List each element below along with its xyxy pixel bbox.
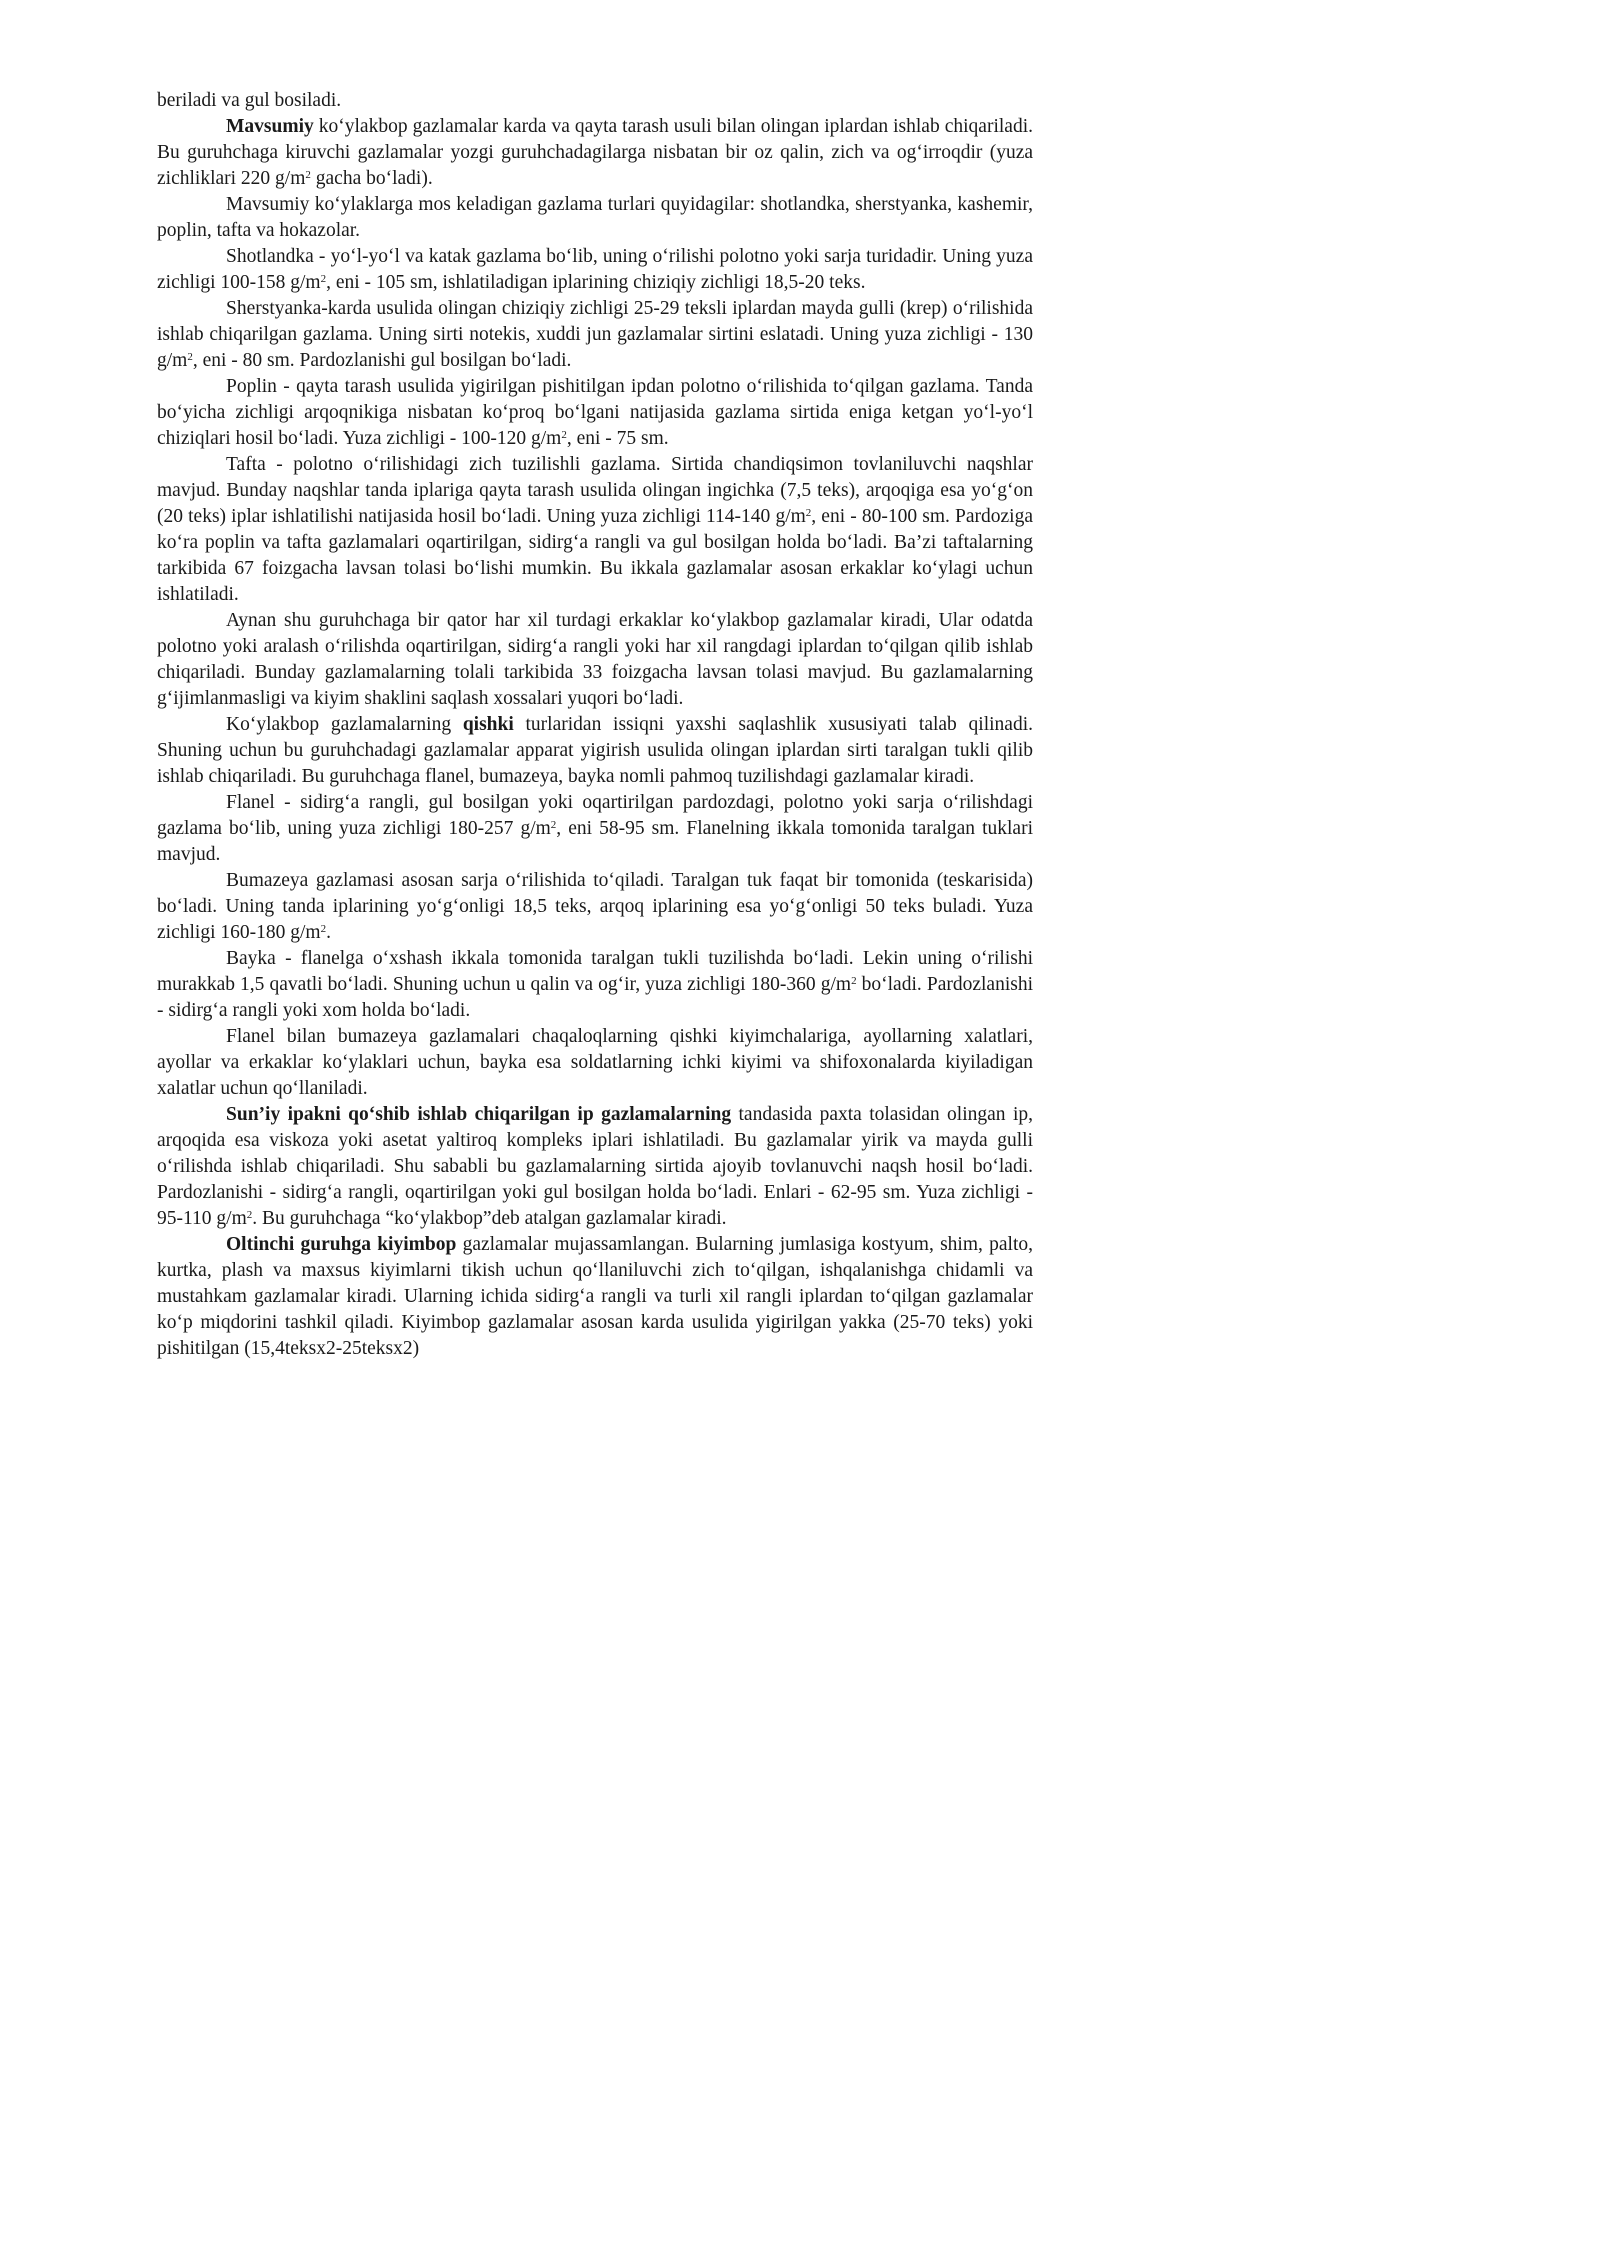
text-run: turlaridan issiqni yaxshi saqlashlik xususiyati talab qilinadi. Shuning uchun bu guruhchadagi gazlamalar apparat yigirish usulida olingan iplardan sirti taralgan tukli qilib ishlab chiqariladi. Bu guruhchaga flanel, bumazeya, bayka nomli pahmoq tuzilishdagi gazlamalar kiradi. [157, 714, 1033, 787]
bold-term: Mavsumiy [226, 116, 314, 137]
superscript-exponent: 2 [561, 428, 567, 441]
text-run: Flanel bilan bumazeya gazlamalari chaqaloqlarning qishki kiyimchalariga, ayollarning xalatlari, ayollar va erkaklar ko‘ylaklari uchun, bayka esa soldatlarning ichki kiyimi va shifoxonalarda kiyiladigan xalatlar uchun qo‘llaniladi. [157, 1026, 1033, 1099]
paragraph [157, 946, 1033, 1024]
paragraph [157, 790, 1033, 868]
text-run: Ko‘ylakbop gazlamalarning [226, 714, 463, 735]
text-run: Bayka - flanelga o‘xshash ikkala tomonida taralgan tukli tuzilishda bo‘ladi. Lekin uning o‘rilishi murakkab 1,5 qavatli bo‘ladi. Shuning uchun u qalin va og‘ir, yuza zichligi 180-360 g/m [157, 948, 1033, 995]
paragraph [157, 868, 1033, 946]
paragraph [157, 192, 1033, 244]
paragraph [157, 244, 1033, 296]
bold-term: Sun’iy ipakni qo‘shib ishlab chiqarilgan ip gazlamalarning [226, 1104, 732, 1125]
text-run: ko‘ylakbop gazlamalar karda va qayta tarash usuli bilan olingan iplardan ishlab chiqariladi. Bu guruhchaga kiruvchi gazlamalar yozgi guruhchadagilarga nisbatan bir oz qalin, zich va og‘irroqdir (yuza zichliklari 220 g/m [157, 116, 1033, 189]
text-run: , eni 58-95 sm. Flanelning ikkala tomonida taralgan tuklari mavjud. [157, 818, 1033, 865]
paragraph [157, 1102, 1033, 1232]
paragraph [157, 712, 1033, 790]
text-run: Shotlandka - yo‘l-yo‘l va katak gazlama bo‘lib, uning o‘rilishi polotno yoki sarja turidadir. Uning yuza zichligi 100-158 g/m [157, 246, 1033, 293]
paragraph [157, 114, 1033, 192]
paragraph [157, 374, 1033, 452]
superscript-exponent: 2 [187, 350, 193, 363]
bold-term: qishki [462, 714, 514, 735]
paragraph [157, 88, 1033, 114]
text-run: , eni - 105 sm, ishlatiladigan iplarining chiziqiy zichligi 18,5-20 teks. [326, 272, 866, 293]
superscript-exponent: 2 [851, 974, 857, 987]
document-page [157, 88, 1033, 1362]
text-run: , eni - 80 sm. Pardozlanishi gul bosilgan bo‘ladi. [192, 350, 572, 371]
text-run: bo‘ladi. Pardozlanishi - sidirg‘a rangli yoki xom holda bo‘ladi. [157, 974, 1033, 1021]
text-run: tandasida paxta tolasidan olingan ip, arqoqida esa viskoza yoki asetat yaltiroq kompleks iplari ishlatiladi. Bu gazlamalar yirik va mayda gulli o‘rilishda ishlab chiqariladi. Shu sababli bu gazlamalarning sirtida ajoyib tovlanuvchi naqsh hosil bo‘ladi. Pardozlanishi - sidirg‘a rangli, oqartirilgan yoki gul bosilgan holda bo‘ladi. Enlari - 62-95 sm. Yuza zichligi - 95-110 g/m [157, 1104, 1033, 1229]
paragraph [157, 1024, 1033, 1102]
text-run: Bumazeya gazlamasi asosan sarja o‘rilishida to‘qiladi. Taralgan tuk faqat bir tomonida (teskarisida) bo‘ladi. Uning tanda iplarining yo‘g‘onligi 18,5 teks, arqoq iplarining esa yo‘g‘onligi 50 teks buladi. Yuza zichligi 160-180 g/m [157, 870, 1033, 943]
text-run: gacha bo‘ladi). [310, 168, 433, 189]
text-run: Flanel - sidirg‘a rangli, gul bosilgan yoki oqartirilgan pardozdagi, polotno yoki sarja o‘rilishdagi gazlama bo‘lib, uning yuza zichligi 180-257 g/m [157, 792, 1033, 839]
superscript-exponent: 2 [320, 922, 327, 935]
paragraph [157, 608, 1033, 712]
text-run: Mavsumiy ko‘ylaklarga mos keladigan gazlama turlari quyidagilar: shotlandka, sherstyanka, kashemir, poplin, tafta va hokazolar. [157, 194, 1033, 241]
superscript-exponent: 2 [805, 506, 812, 519]
text-run: . [326, 922, 331, 943]
paragraph [157, 452, 1033, 608]
text-run: Poplin - qayta tarash usulida yigirilgan pishitilgan ipdan polotno o‘rilishida to‘qilgan gazlama. Tanda bo‘yicha zichligi arqoqnikiga nisbatan ko‘proq bo‘lgani natijasida gazlama sirtida eniga ketgan yo‘l-yo‘l chiziqlari hosil bo‘ladi. Yuza zichligi - 100-120 g/m [157, 376, 1033, 449]
text-run: , eni - 75 sm. [566, 428, 669, 449]
superscript-exponent: 2 [320, 272, 327, 285]
text-run: , eni - 80-100 sm. Pardoziga ko‘ra poplin va tafta gazlamalari oqartirilgan, sidirg‘a rangli va gul bosilgan holda bo‘ladi. Ba’zi taftalarning tarkibida 67 foizgacha lavsan tolasi bo‘lishi mumkin. Bu ikkala gazlamalar asosan erkaklar ko‘ylagi uchun ishlatiladi. [157, 506, 1033, 605]
bold-term: Oltinchi guruhga kiyimbop [226, 1234, 457, 1255]
text-run: . Bu guruhchaga “ko‘ylakbop”deb atalgan gazlamalar kiradi. [252, 1208, 727, 1229]
text-run: Aynan shu guruhchaga bir qator har xil turdagi erkaklar ko‘ylakbop gazlamalar kiradi, Ular odatda polotno yoki aralash o‘rilishda oqartirilgan, sidirg‘a rangli yoki har xil rangdagi iplardan to‘qilgan qilib ishlab chiqariladi. Bunday gazlamalarning tolali tarkibida 33 foizgacha lavsan tolasi mavjud. Bu gazlamalarning g‘ijimlanmasligi va kiyim shaklini saqlash xossalari yuqori bo‘ladi. [157, 610, 1033, 709]
superscript-exponent: 2 [246, 1208, 253, 1221]
superscript-exponent: 2 [305, 168, 311, 181]
paragraph [157, 1232, 1033, 1362]
text-run: Sherstyanka-karda usulida olingan chiziqiy zichligi 25-29 teksli iplardan mayda gulli (krep) o‘rilishida ishlab chiqarilgan gazlama. Uning sirti notekis, xuddi jun gazlamalar sirtini eslatadi. Uning yuza zichligi - 130 g/m [157, 298, 1033, 371]
text-run: gazlamalar mujassamlangan. Bularning jumlasiga kostyum, shim, palto, kurtka, plash va maxsus kiyimlarni tikish uchun qo‘llaniluvchi zich to‘qilgan, ishqalanishga chidamli va mustahkam gazlamalar kiradi. Ularning ichida sidirg‘a rangli va turli xil rangli iplardan to‘qilgan gazlamalar ko‘p miqdorini tashkil qiladi. Kiyimbop gazlamalar asosan karda usulida yigirilgan yakka (25-70 teks) yoki pishitilgan (15,4teksx2-25teksx2) [157, 1234, 1033, 1359]
superscript-exponent: 2 [550, 818, 557, 831]
text-run: Tafta - polotno o‘rilishidagi zich tuzilishli gazlama. Sirtida chandiqsimon tovlaniluvchi naqshlar mavjud. Bunday naqshlar tanda iplariga qayta tarash usulida olingan ingichka (7,5 teks), arqoqiga esa yo‘g‘on (20 teks) iplar ishlatilishi natijasida hosil bo‘ladi. Uning yuza zichligi 114-140 g/m [157, 454, 1033, 527]
text-run: beriladi va gul bosiladi. [157, 90, 342, 111]
paragraph [157, 296, 1033, 374]
